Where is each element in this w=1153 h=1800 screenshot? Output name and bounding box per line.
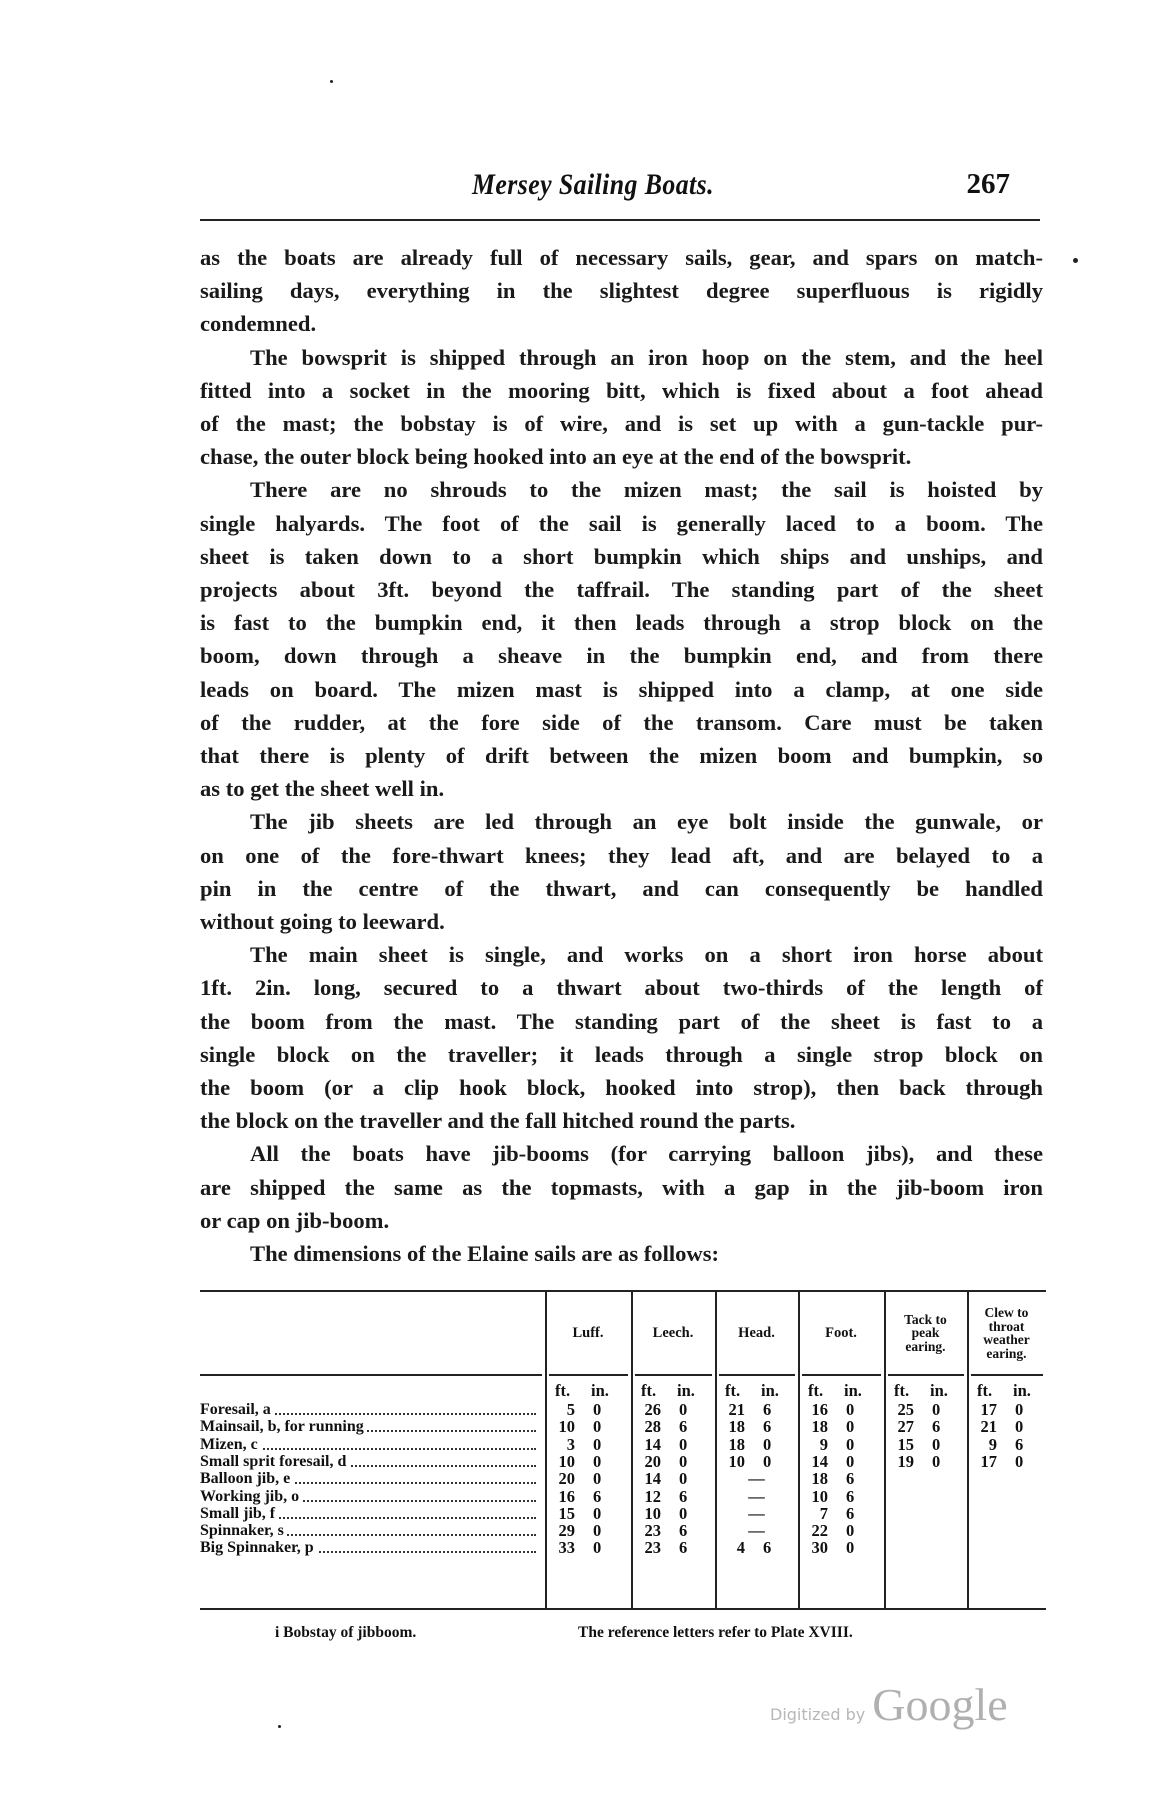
column-header-line: earing. (986, 1345, 1027, 1361)
unit-ft: ft. (555, 1381, 571, 1400)
sail-name: Big Spinnaker, p (200, 1539, 317, 1556)
value-inches: 6 (1015, 1434, 1024, 1454)
value-inches: 6 (679, 1538, 688, 1558)
value-inches: 0 (932, 1451, 941, 1471)
text-line: are shipped the same as the topmasts, with a gap in the jib-boom iron (200, 1174, 1043, 1200)
text-line: is fast to the bumpkin end, it then leads through a strop block on the (200, 610, 1043, 636)
paragraph (200, 805, 1043, 938)
value-feet: 10 (558, 1451, 575, 1471)
text-line: projects about 3ft. beyond the taffrail. The standing part of the sheet (200, 577, 1043, 603)
text-line: There are no shrouds to the mizen mast; the sail is hoisted by (250, 477, 1043, 503)
value-feet: 30 (811, 1538, 828, 1558)
row-label (200, 1418, 536, 1435)
margin-speck (330, 80, 333, 83)
text-line: the boom (or a clip hook block, hooked into strop), then back through (200, 1075, 1043, 1101)
text-line: on one of the fore-thwart knees; they lead aft, and are belayed to a (200, 842, 1043, 868)
value-inches: 0 (679, 1451, 688, 1471)
footnote-bobstay: i Bobstay of jibboom. (275, 1624, 417, 1641)
text-line: boom, down through a sheave in the bumpkin end, and from there (200, 643, 1043, 669)
column-header (967, 1292, 1046, 1374)
value-feet: 9 (988, 1434, 997, 1454)
sail-name: Small jib, f (200, 1505, 278, 1522)
value-feet: 27 (897, 1417, 914, 1437)
value-inches: 0 (846, 1434, 855, 1454)
value-inches: 0 (846, 1417, 855, 1437)
value-feet: 20 (644, 1451, 661, 1471)
value-feet: 22 (811, 1521, 828, 1541)
column-header-line: Luff. (572, 1324, 604, 1341)
paragraph (200, 1137, 1043, 1237)
column-header-line: Leech. (652, 1324, 694, 1341)
row-label (200, 1436, 536, 1453)
empty-dash: — (748, 1486, 765, 1506)
value-feet: 17 (980, 1451, 997, 1471)
margin-speck (1073, 258, 1078, 263)
column-header-line: Clew to (984, 1305, 1029, 1320)
value-feet: 10 (644, 1503, 661, 1523)
running-title: Mersey Sailing Boats. (472, 168, 714, 201)
unit-in: in. (591, 1381, 609, 1400)
value-feet: 3 (566, 1434, 575, 1454)
column-header-line: earing. (905, 1338, 946, 1354)
value-feet: 5 (566, 1400, 575, 1419)
value-feet: 18 (728, 1434, 745, 1454)
column-header (884, 1292, 967, 1374)
unit-in: in. (844, 1381, 862, 1400)
value-inches: 0 (846, 1538, 855, 1558)
value-feet: 7 (819, 1503, 828, 1523)
digitized-by-google-watermark (770, 1678, 1008, 1731)
empty-dash: — (748, 1503, 765, 1523)
value-inches: 6 (846, 1503, 855, 1523)
column-header-line: Head. (738, 1324, 775, 1341)
row-label (200, 1488, 536, 1505)
value-inches: 0 (846, 1521, 855, 1541)
text-line: chase, the outer block being hooked into an eye at the end of the bowsprit. (200, 444, 912, 470)
value-feet: 21 (980, 1417, 997, 1437)
column-header-line: peak (911, 1325, 940, 1341)
value-feet: 18 (728, 1417, 745, 1437)
row-label (200, 1470, 536, 1487)
paragraph (200, 241, 1043, 341)
value-feet: 16 (811, 1400, 828, 1419)
text-line: the boom from the mast. The standing part of the sheet is fast to a (200, 1008, 1043, 1034)
running-head (200, 168, 1040, 208)
value-feet: 10 (811, 1486, 828, 1506)
value-feet: 21 (728, 1400, 745, 1419)
value-feet: 23 (644, 1538, 661, 1558)
header-underline (549, 1374, 628, 1376)
page-number: 267 (966, 168, 1010, 200)
header-underline (719, 1374, 795, 1376)
unit-ft: ft. (977, 1381, 993, 1400)
text-line: The main sheet is single, and works on a short iron horse about (250, 942, 1043, 968)
text-line: that there is plenty of drift between the mizen boom and bumpkin, so (200, 743, 1043, 769)
value-inches: 0 (763, 1434, 772, 1454)
value-feet: 12 (644, 1486, 661, 1506)
value-inches: 0 (593, 1400, 602, 1419)
column-header-line: weather (983, 1332, 1030, 1347)
value-inches: 0 (846, 1400, 855, 1419)
row-label (200, 1505, 536, 1522)
empty-dash: — (748, 1521, 765, 1541)
value-feet: 14 (811, 1451, 828, 1471)
value-feet: 18 (811, 1469, 828, 1489)
row-label (200, 1522, 536, 1539)
sail-name: Small sprit foresail, d (200, 1453, 349, 1470)
header-underline (971, 1374, 1043, 1376)
value-feet: 25 (897, 1400, 914, 1419)
value-feet: 16 (558, 1486, 575, 1506)
unit-in: in. (930, 1381, 948, 1400)
value-feet: 18 (811, 1417, 828, 1437)
value-inches: 6 (846, 1469, 855, 1489)
value-inches: 0 (593, 1538, 602, 1558)
column-header-line: Foot. (825, 1324, 857, 1341)
value-inches: 6 (763, 1538, 772, 1558)
value-feet: 19 (897, 1451, 914, 1471)
column-header (631, 1292, 715, 1374)
value-feet: 14 (644, 1434, 661, 1454)
row-label (200, 1401, 536, 1418)
text-line: or cap on jib-boom. (200, 1207, 390, 1233)
paragraph (200, 1237, 1043, 1270)
watermark-prefix: Digitized by (770, 1705, 866, 1724)
sail-name: Balloon jib, e (200, 1470, 293, 1487)
header-underline (200, 1374, 542, 1376)
text-line: single halyards. The foot of the sail is generally laced to a boom. The (200, 510, 1043, 536)
value-inches: 6 (679, 1521, 688, 1541)
text-line: condemned. (200, 311, 317, 337)
value-inches: 0 (679, 1434, 688, 1454)
value-inches: 0 (763, 1451, 772, 1471)
header-rule (200, 219, 1040, 221)
unit-in: in. (761, 1381, 779, 1400)
text-line: as to get the sheet well in. (200, 776, 445, 802)
header-underline (888, 1374, 964, 1376)
sail-name: Mainsail, b, for running (200, 1418, 367, 1435)
row-label (200, 1539, 536, 1556)
value-feet: 23 (644, 1521, 661, 1541)
value-inches: 0 (593, 1521, 602, 1541)
text-line: sailing days, everything in the slightest degree superfluous is rigidly (200, 278, 1043, 304)
column-header-line: Tack to (904, 1311, 947, 1327)
unit-ft: ft. (725, 1381, 741, 1400)
value-feet: 15 (897, 1434, 914, 1454)
table-bottom-rule (200, 1608, 1046, 1610)
value-inches: 0 (1015, 1400, 1024, 1419)
value-inches: 0 (932, 1400, 941, 1419)
text-line: leads on board. The mizen mast is shipped into a clamp, at one side (200, 676, 1043, 702)
text-line: pin in the centre of the thwart, and can consequently be handled (200, 875, 1043, 901)
value-inches: 0 (593, 1434, 602, 1454)
value-inches: 0 (679, 1469, 688, 1489)
footnote-reference-letters: The reference letters refer to Plate XVIII. (578, 1624, 853, 1641)
value-inches: 0 (1015, 1417, 1024, 1437)
column-header (545, 1292, 631, 1374)
header-underline (635, 1374, 712, 1376)
value-inches: 0 (593, 1417, 602, 1437)
value-feet: 14 (644, 1469, 661, 1489)
value-feet: 10 (558, 1417, 575, 1437)
value-inches: 6 (593, 1486, 602, 1506)
value-feet: 29 (558, 1521, 575, 1541)
text-line: without going to leeward. (200, 909, 445, 935)
paragraph (200, 341, 1043, 474)
value-inches: 6 (846, 1486, 855, 1506)
text-line: The dimensions of the Elaine sails are as follows: (250, 1241, 720, 1267)
body-text (200, 241, 1043, 1270)
value-feet: 28 (644, 1417, 661, 1437)
value-inches: 6 (763, 1417, 772, 1437)
text-line: single block on the traveller; it leads through a single strop block on (200, 1041, 1043, 1067)
column-header (715, 1292, 798, 1374)
value-feet: 26 (644, 1400, 661, 1419)
value-inches: 0 (593, 1503, 602, 1523)
value-feet: 9 (819, 1434, 828, 1454)
unit-ft: ft. (808, 1381, 824, 1400)
text-line: sheet is taken down to a short bumpkin which ships and unships, and (200, 543, 1043, 569)
value-feet: 10 (728, 1451, 745, 1471)
value-feet: 4 (736, 1538, 745, 1558)
text-line: of the mast; the bobstay is of wire, and is set up with a gun-tackle pur- (200, 411, 1043, 437)
text-line: 1ft. 2in. long, secured to a thwart about two-thirds of the length of (200, 975, 1043, 1001)
header-underline (802, 1374, 881, 1376)
value-inches: 0 (593, 1451, 602, 1471)
unit-ft: ft. (894, 1381, 910, 1400)
text-line: fitted into a socket in the mooring bitt, which is fixed about a foot ahead (200, 377, 1043, 403)
value-feet: 20 (558, 1469, 575, 1489)
text-line: The bowsprit is shipped through an iron hoop on the stem, and the heel (250, 344, 1043, 370)
row-label (200, 1453, 536, 1470)
value-inches: 0 (846, 1451, 855, 1471)
text-line: the block on the traveller and the fall hitched round the parts. (200, 1108, 796, 1134)
unit-ft: ft. (641, 1381, 657, 1400)
value-inches: 6 (763, 1400, 772, 1419)
value-inches: 0 (679, 1400, 688, 1419)
value-feet: 15 (558, 1503, 575, 1523)
text-line: of the rudder, at the fore side of the transom. Care must be taken (200, 709, 1043, 735)
value-feet: 33 (558, 1538, 575, 1558)
sail-name: Foresail, a (200, 1401, 274, 1418)
text-line: as the boats are already full of necessary sails, gear, and spars on match- (200, 245, 1043, 270)
text-line: The jib sheets are led through an eye bolt inside the gunwale, or (250, 809, 1043, 835)
value-inches: 0 (1015, 1451, 1024, 1471)
paragraph (200, 473, 1043, 805)
value-inches: 0 (679, 1503, 688, 1523)
footnotes (0, 1624, 1153, 1648)
margin-speck (278, 1725, 281, 1728)
value-inches: 6 (932, 1417, 941, 1437)
unit-in: in. (677, 1381, 695, 1400)
empty-dash: — (748, 1469, 765, 1489)
value-inches: 6 (679, 1417, 688, 1437)
text-line: All the boats have jib-booms (for carrying balloon jibs), and these (250, 1141, 1043, 1167)
paragraph (200, 938, 1043, 1137)
value-feet: 17 (980, 1400, 997, 1419)
value-inches: 0 (932, 1434, 941, 1454)
column-header (798, 1292, 884, 1374)
sail-name: Working jib, o (200, 1488, 302, 1505)
value-inches: 0 (593, 1469, 602, 1489)
sail-name: Mizen, c (200, 1436, 261, 1453)
google-logo: Google (872, 1679, 1008, 1730)
column-header-line: throat (988, 1318, 1025, 1334)
value-inches: 6 (679, 1486, 688, 1506)
sail-name: Spinnaker, s (200, 1522, 287, 1539)
unit-in: in. (1013, 1381, 1031, 1400)
